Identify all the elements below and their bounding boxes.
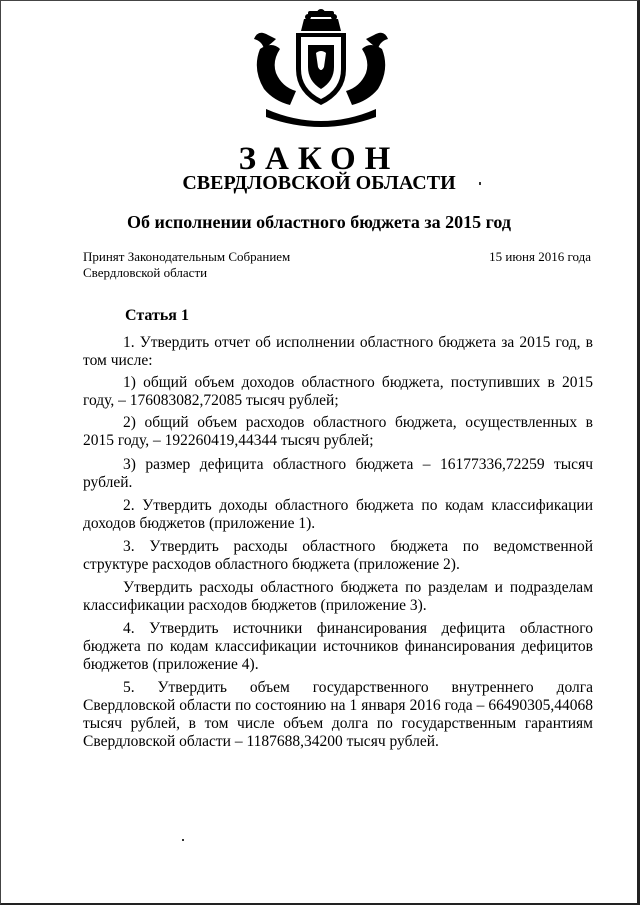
adopted-line-1: Принят Законодательным Собранием [83, 249, 291, 264]
paragraph: 5. Утвердить объем государственного внутреннего долга Свердловской области по состоянию на 1 января 2016 года – 66490305,44068 тысяч рублей, в том числе объем долга по государственным гарантиям Свердловской области – 1187688,34200 тысяч рублей. [83, 679, 593, 750]
paragraph: Утвердить расходы областного бюджета по разделам и подразделам классификации расходов бюджетов (приложение 3). [83, 579, 593, 614]
adoption-date: 15 июня 2016 года [489, 249, 591, 264]
stray-mark [479, 182, 481, 185]
region-title: СВЕРДЛОВСКОЙ ОБЛАСТИ [182, 172, 456, 194]
paragraph: 3. Утвердить расходы областного бюджета по ведомственной структуре расходов областного бюджета (приложение 2). [83, 538, 593, 573]
paragraph: 4. Утвердить источники финансирования дефицита областного бюджета по кодам классификации источников финансирования дефицитов бюджетов (приложение 4). [83, 620, 593, 673]
stray-dot [182, 839, 184, 841]
paragraph: 3) размер дефицита областного бюджета – 16177336,72259 тысяч рублей. [83, 456, 593, 491]
law-title: ЗАКОН [238, 141, 400, 177]
article-heading: Статья 1 [125, 307, 189, 324]
paragraph: 2) общий объем расходов областного бюджета, осуществленных в 2015 году, – 192260419,44344 тысяч рублей; [83, 414, 593, 449]
paragraph: 2. Утвердить доходы областного бюджета по кодам классификации доходов бюджетов (приложение 1). [83, 497, 593, 532]
adopted-by [83, 249, 290, 281]
paragraph: 1. Утвердить отчет об исполнении областного бюджета за 2015 год, в том числе: [83, 334, 593, 369]
adopted-line-2: Свердловской области [83, 265, 208, 280]
law-name: Об исполнении областного бюджета за 2015 год [127, 212, 511, 232]
paragraph: 1) общий объем доходов областного бюджета, поступивших в 2015 году, – 176083082,72085 тысяч рублей; [83, 374, 593, 409]
coat-of-arms-icon [246, 9, 396, 129]
